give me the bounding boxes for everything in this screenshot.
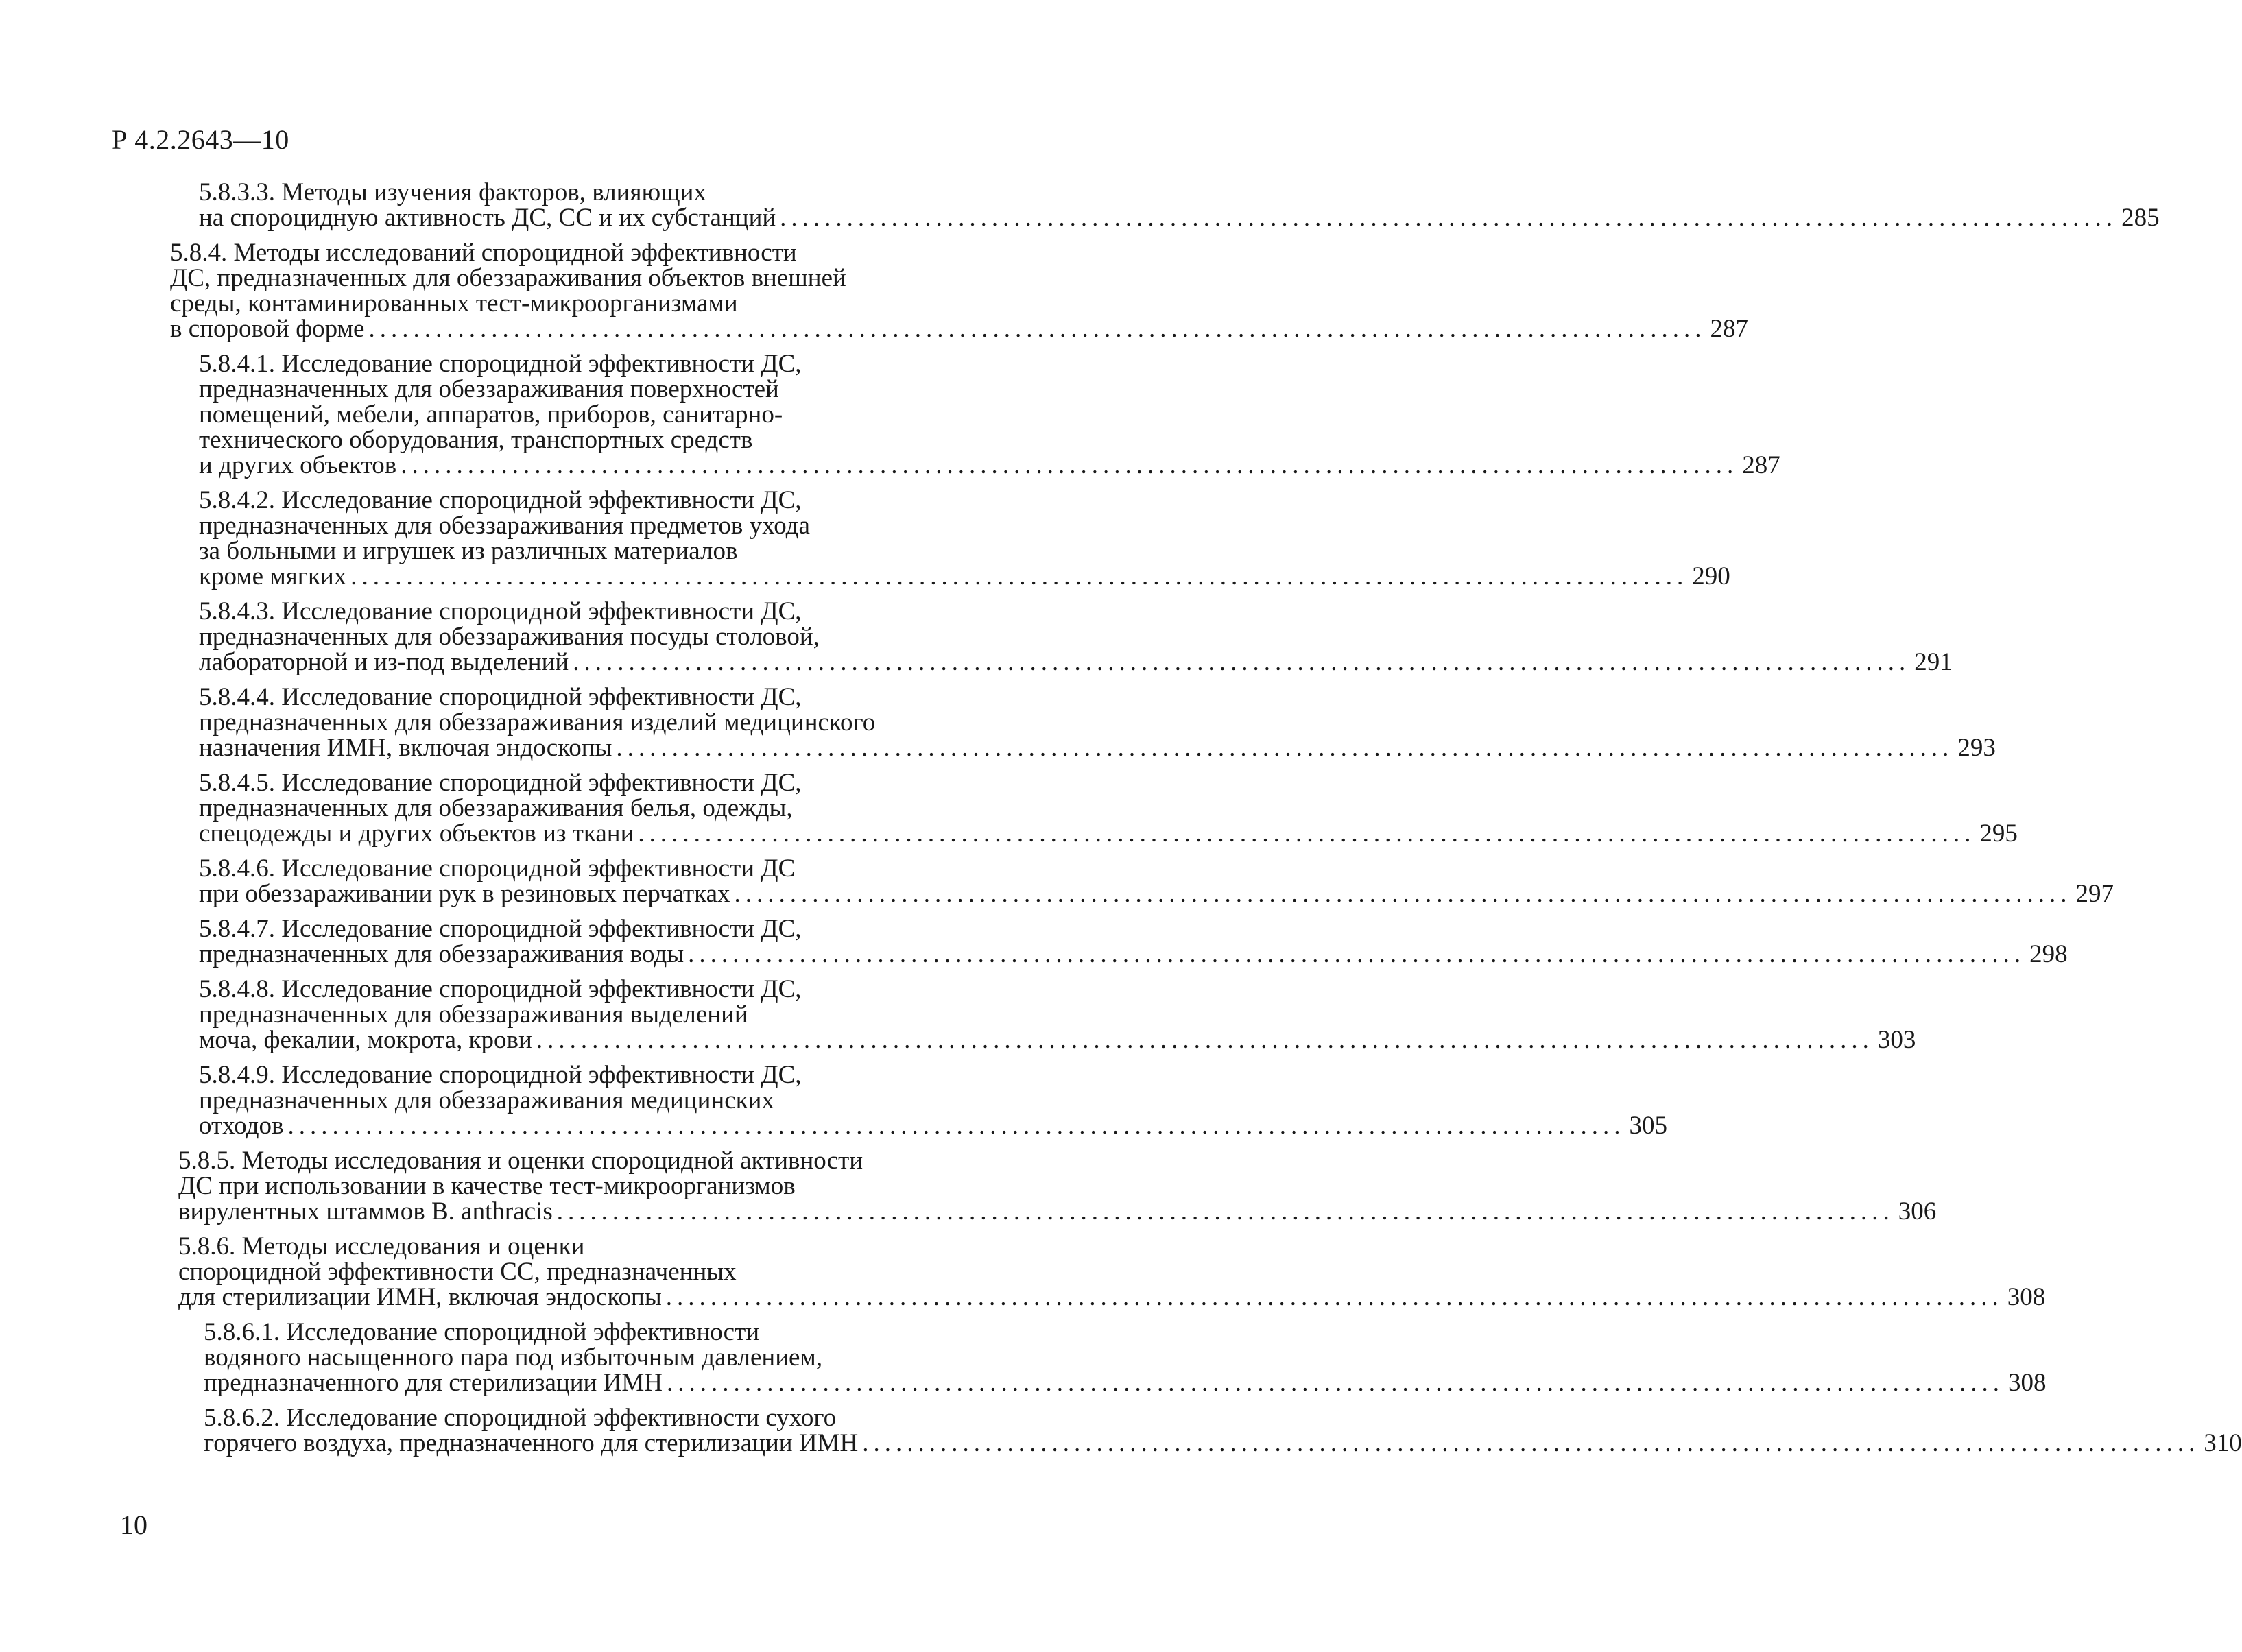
toc-entry-line: ДС, предназначенных для обеззараживания объектов внешней [170, 264, 846, 292]
toc-entry-line: предназначенных для обеззараживания предметов ухода [199, 512, 810, 540]
toc-entry-line: предназначенных для обеззараживания выделений [199, 1001, 748, 1029]
dot-leader: ........................................................................................................................ [368, 315, 1706, 343]
toc-page-number: 303 [1877, 1026, 1916, 1054]
toc-entry-line: 5.8.6. Методы исследования и оценки [178, 1232, 585, 1260]
dot-leader: ........................................................................................................................ [862, 1429, 2200, 1457]
toc-entry-last-line [204, 1429, 2242, 1457]
toc-entry-last-line [199, 451, 1780, 479]
dot-leader: ........................................................................................................................ [734, 880, 2072, 908]
toc-page-number: 308 [2007, 1369, 2047, 1397]
dot-leader: ........................................................................................................................ [536, 1026, 1874, 1054]
toc-entry-last-line [178, 1283, 2046, 1311]
dot-leader: ........................................................................................................................ [638, 819, 1976, 848]
toc-entry[interactable] [199, 1061, 1668, 1140]
toc-entry[interactable] [199, 683, 1996, 762]
toc-page-number: 290 [1692, 562, 1730, 590]
toc-entry-line: 5.8.6.1. Исследование спороцидной эффективности [204, 1318, 760, 1346]
dot-leader: ........................................................................................................................ [665, 1283, 2003, 1311]
toc-entry[interactable] [178, 1147, 1937, 1225]
dot-leader: ........................................................................................................................ [573, 648, 1911, 676]
toc-entry-line: 5.8.3.3. Методы изучения факторов, влияющих [199, 178, 706, 206]
dot-leader: ........................................................................................................................ [556, 1197, 1894, 1225]
toc-entry-line: помещений, мебели, аппаратов, приборов, санитарно- [199, 400, 783, 429]
toc-entry-last-line [199, 940, 2068, 968]
dot-leader: ........................................................................................................................ [350, 562, 1689, 590]
toc-entry-line: назначения ИМН, включая эндоскопы [199, 734, 612, 762]
toc-entry[interactable] [178, 1232, 2046, 1311]
toc-entry-line: 5.8.4.9. Исследование спороцидной эффективности ДС, [199, 1061, 802, 1089]
toc-entry-line: водяного насыщенного пара под избыточным давлением, [204, 1343, 823, 1372]
toc-entry-line: на спороцидную активность ДС, СС и их субстанций [199, 204, 776, 232]
toc-entry-line: 5.8.4.3. Исследование спороцидной эффективности ДС, [199, 597, 802, 625]
toc-entry-line: 5.8.4.4. Исследование спороцидной эффективности ДС, [199, 683, 802, 711]
toc-page-number: 287 [1742, 451, 1780, 479]
dot-leader: ........................................................................................................................ [401, 451, 1739, 479]
toc-page-number: 298 [2029, 940, 2068, 968]
toc-entry-line: 5.8.4.7. Исследование спороцидной эффективности ДС, [199, 915, 802, 943]
toc-entry-last-line [178, 1197, 1937, 1225]
toc-entry-line: ДС при использовании в качестве тест-микроорганизмов [178, 1172, 796, 1200]
table-of-contents [0, 178, 2242, 1465]
dot-leader: ........................................................................................................................ [780, 204, 2118, 232]
toc-entry[interactable] [199, 486, 1730, 590]
dot-leader: ........................................................................................................................ [616, 734, 1954, 762]
toc-entry[interactable] [199, 854, 2114, 908]
toc-entry-line: предназначенных для обеззараживания медицинских [199, 1086, 774, 1114]
toc-entry-last-line [199, 1112, 1668, 1140]
toc-entry-line: спецодежды и других объектов из ткани [199, 819, 634, 848]
toc-entry[interactable] [199, 178, 2160, 232]
toc-entry-line: 5.8.4.8. Исследование спороцидной эффективности ДС, [199, 975, 802, 1003]
toc-entry-line: предназначенных для обеззараживания поверхностей [199, 375, 779, 403]
toc-page-number: 293 [1957, 734, 1996, 762]
toc-page-number: 297 [2075, 880, 2114, 908]
toc-page-number: 310 [2204, 1429, 2242, 1457]
toc-entry-line: предназначенного для стерилизации ИМН [204, 1369, 663, 1397]
toc-entry[interactable] [199, 597, 1953, 676]
toc-entry-last-line [199, 204, 2160, 232]
toc-entry-line: кроме мягких [199, 562, 347, 590]
toc-entry-line: предназначенных для обеззараживания посуды столовой, [199, 623, 820, 651]
toc-entry-last-line [204, 1369, 2047, 1397]
toc-entry-line: 5.8.4.1. Исследование спороцидной эффективности ДС, [199, 350, 802, 378]
toc-entry-line: вирулентных штаммов B. anthracis [178, 1197, 553, 1225]
toc-page-number: 305 [1629, 1112, 1668, 1140]
toc-entry-line: горячего воздуха, предназначенного для стерилизации ИМН [204, 1429, 859, 1457]
toc-entry-last-line [199, 1026, 1916, 1054]
toc-entry-last-line [199, 562, 1730, 590]
toc-entry-line: спороцидной эффективности СС, предназначенных [178, 1258, 737, 1286]
toc-entry-last-line [199, 819, 2018, 848]
toc-entry-last-line [170, 315, 1748, 343]
toc-entry-last-line [199, 880, 2114, 908]
toc-entry-line: отходов [199, 1112, 284, 1140]
dot-leader: ........................................................................................................................ [287, 1112, 1625, 1140]
toc-entry-line: в споровой форме [170, 315, 365, 343]
toc-entry-line: и других объектов [199, 451, 397, 479]
toc-page-number: 287 [1710, 315, 1748, 343]
toc-entry-line: за больными и игрушек из различных материалов [199, 537, 738, 565]
dot-leader: ........................................................................................................................ [666, 1369, 2004, 1397]
toc-entry-line: при обеззараживании рук в резиновых перчатках [199, 880, 730, 908]
toc-entry-line: среды, контаминированных тест-микроорганизмами [170, 289, 738, 318]
toc-entry[interactable] [199, 975, 1916, 1054]
toc-entry-line: 5.8.4.6. Исследование спороцидной эффективности ДС [199, 854, 796, 883]
dot-leader: ........................................................................................................................ [688, 940, 2026, 968]
toc-entry-line: предназначенных для обеззараживания воды [199, 940, 684, 968]
toc-entry-last-line [199, 648, 1953, 676]
toc-entry[interactable] [199, 915, 2068, 968]
page-number: 10 [120, 1509, 147, 1540]
toc-entry[interactable] [170, 239, 1748, 343]
toc-page-number: 291 [1914, 648, 1953, 676]
toc-page-number: 308 [2007, 1283, 2046, 1311]
toc-entry[interactable] [199, 769, 2018, 848]
document-code: Р 4.2.2643—10 [112, 124, 289, 155]
toc-entry-line: для стерилизации ИМН, включая эндоскопы [178, 1283, 662, 1311]
toc-page-number: 295 [1979, 819, 2018, 848]
toc-entry-line: моча, фекалии, мокрота, крови [199, 1026, 532, 1054]
toc-entry-line: предназначенных для обеззараживания белья, одежды, [199, 794, 793, 822]
toc-entry-line: 5.8.4.2. Исследование спороцидной эффективности ДС, [199, 486, 802, 514]
toc-page-number: 285 [2121, 204, 2160, 232]
toc-entry[interactable] [204, 1404, 2242, 1457]
toc-entry-line: 5.8.4. Методы исследований спороцидной эффективности [170, 239, 797, 267]
toc-page-number: 306 [1898, 1197, 1937, 1225]
toc-entry-last-line [199, 734, 1996, 762]
toc-entry-line: лабораторной и из-под выделений [199, 648, 569, 676]
toc-entry-line: предназначенных для обеззараживания изделий медицинского [199, 708, 876, 737]
toc-entry-line: 5.8.5. Методы исследования и оценки спороцидной активности [178, 1147, 863, 1175]
toc-entry[interactable] [199, 350, 1780, 479]
toc-entry-line: 5.8.4.5. Исследование спороцидной эффективности ДС, [199, 769, 802, 797]
toc-entry[interactable] [204, 1318, 2047, 1397]
toc-entry-line: технического оборудования, транспортных средств [199, 426, 753, 454]
toc-entry-line: 5.8.6.2. Исследование спороцидной эффективности сухого [204, 1404, 837, 1432]
